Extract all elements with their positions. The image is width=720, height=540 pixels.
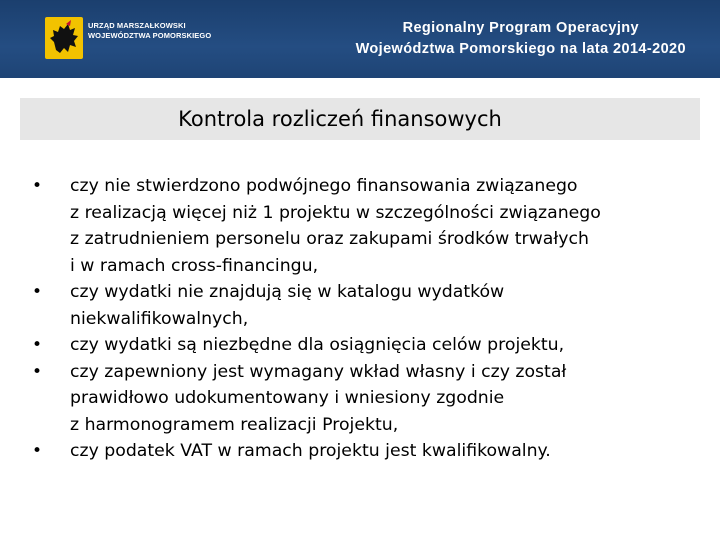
griffin-coat-of-arms-icon (44, 16, 84, 60)
bullet-text-line: czy wydatki nie znajdują się w katalogu wydatków (70, 282, 505, 302)
bullet-text-line: czy nie stwierdzono podwójnego finansowania związanego (70, 176, 578, 196)
bullet-text-line: czy wydatki są niezbędne dla osiągnięcia celów projektu, (70, 335, 565, 355)
bullet-text-line: niekwalifikowalnych, (70, 308, 249, 329)
slide-title-bar (20, 98, 700, 140)
bullet-text-line: z harmonogramem realizacji Projektu, (70, 414, 399, 435)
bullet-list (26, 173, 686, 465)
bullet-text-line: z zatrudnieniem personelu oraz zakupami środków trwałych (70, 229, 589, 249)
bullet-text-line: czy podatek VAT w ramach projektu jest kwalifikowalny. (70, 441, 551, 461)
bullet-text-line: prawidłowo udokumentowany i wniesiony zgodnie (70, 388, 505, 408)
bullet-dot: • (32, 335, 43, 355)
org-name (88, 21, 211, 41)
bullet-text-line: czy zapewniony jest wymagany wkład własny i czy został (70, 361, 567, 382)
header-bar (0, 0, 720, 78)
bullet-item (26, 279, 686, 332)
bullet-item (26, 173, 686, 279)
bullet-item (26, 359, 686, 439)
bullet-dot: • (32, 176, 43, 196)
program-title-line1: Regionalny Program Operacyjny (402, 20, 639, 36)
bullet-text-line: z realizacją więcej niż 1 projektu w szczególności związanego (70, 202, 601, 223)
program-title-line2: Województwa Pomorskiego na lata 2014-2020 (355, 41, 686, 57)
org-name-line2: WOJEWÓDZTWA POMORSKIEGO (88, 31, 212, 40)
bullet-dot: • (32, 282, 43, 302)
bullet-dot: • (32, 361, 43, 382)
bullet-item (26, 332, 686, 359)
bullet-text-line: i w ramach cross-financingu, (70, 255, 319, 276)
org-name-line1: URZĄD MARSZAŁKOWSKI (88, 21, 186, 30)
bullet-dot: • (32, 441, 43, 461)
bullet-item (26, 438, 686, 465)
program-title (356, 18, 686, 60)
slide-title: Kontrola rozliczeń finansowych (178, 107, 502, 131)
